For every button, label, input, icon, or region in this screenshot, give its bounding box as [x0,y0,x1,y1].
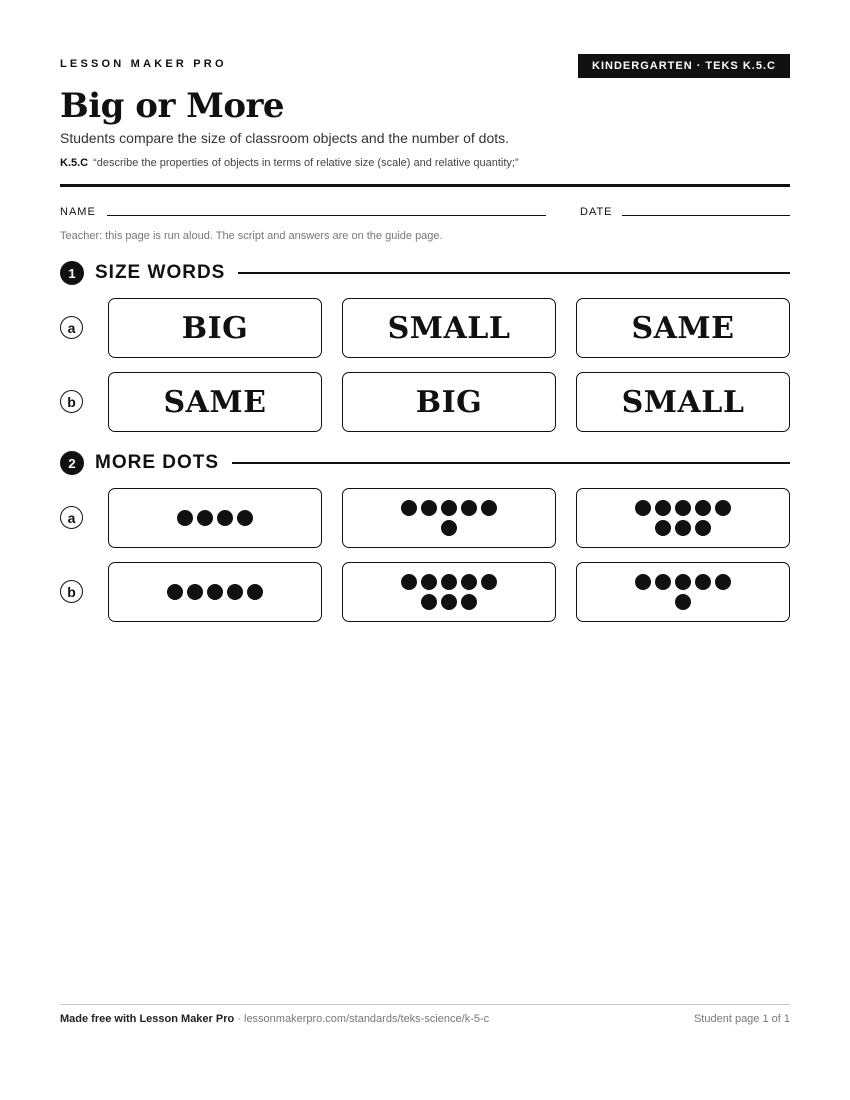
dot [197,510,213,526]
word-card[interactable] [342,298,556,358]
word-card[interactable] [342,372,556,432]
section-size-words-header [60,261,790,285]
dot-group [401,574,497,610]
name-label: NAME [60,206,96,218]
footer-made-with: Made free with Lesson Maker Pro [60,1013,235,1025]
dot [655,574,671,590]
dot [207,584,223,600]
dot [481,574,497,590]
dot-group [401,500,497,536]
dot-card[interactable] [342,562,556,622]
dot [695,500,711,516]
word-card-text: SAME [163,384,267,420]
section-title: SIZE WORDS [95,262,226,283]
dot [247,584,263,600]
dot-card[interactable] [108,562,322,622]
dot [675,574,691,590]
word-card[interactable] [576,298,790,358]
footer-url[interactable]: · lessonmakerpro.com/standards/teks-science/k-5-c [234,1013,490,1025]
name-write-line[interactable] [107,215,546,216]
dot-card[interactable] [342,488,556,548]
dot-group [167,584,263,600]
dot [237,510,253,526]
row-label: b [60,390,83,413]
dot [461,574,477,590]
dot [675,500,691,516]
size-row-b [60,372,790,434]
section-number: 2 [60,451,84,475]
section-divider [232,462,790,464]
dot [187,584,203,600]
row-label: a [60,506,83,529]
dot [715,574,731,590]
dot-group [635,574,731,610]
grade-standard-badge: KINDERGARTEN · TEKS K.5.C [578,54,790,78]
word-card-text: BIG [181,310,249,346]
dot [177,510,193,526]
dot [421,594,437,610]
dot-card[interactable] [576,562,790,622]
word-card[interactable] [108,298,322,358]
size-row-a [60,298,790,360]
word-card-text: SMALL [621,384,745,420]
standard-text: “describe the properties of objects in terms of relative size (scale) and relative quantity;” [93,157,519,169]
dot [675,520,691,536]
date-write-line[interactable] [622,215,790,216]
dot [227,584,243,600]
dot [695,520,711,536]
dot [675,594,691,610]
dot [167,584,183,600]
word-card[interactable] [576,372,790,432]
dot [217,510,233,526]
dot [461,500,477,516]
section-number: 1 [60,261,84,285]
dot [441,500,457,516]
dot [401,574,417,590]
dot [635,574,651,590]
row-label: a [60,316,83,339]
header-divider [60,184,790,187]
row-label: b [60,580,83,603]
dot [481,500,497,516]
footer-page-number: Student page 1 of 1 [693,1013,790,1025]
dots-row-b [60,562,790,624]
date-label: DATE [580,206,613,218]
page-subtitle: Students compare the size of classroom objects and the number of dots. [60,130,510,146]
word-card-text: SAME [631,310,735,346]
dot [421,500,437,516]
word-card[interactable] [108,372,322,432]
section-more-dots-header [60,451,790,475]
dot [441,520,457,536]
dot [401,500,417,516]
dot [715,500,731,516]
dot [441,574,457,590]
footer-divider [60,1004,790,1005]
dot-card[interactable] [108,488,322,548]
section-divider [238,272,790,274]
dot [461,594,477,610]
standard-line [60,157,519,169]
footer-credit [60,1013,489,1025]
page-title: Big or More [60,86,285,126]
brand-name: LESSON MAKER PRO [60,58,227,70]
dot [421,574,437,590]
word-card-text: BIG [415,384,483,420]
section-title: MORE DOTS [95,452,220,473]
dot [441,594,457,610]
dot [695,574,711,590]
dots-row-a [60,488,790,550]
dot-group [635,500,731,536]
dot-card[interactable] [576,488,790,548]
dot [655,520,671,536]
word-card-text: SMALL [387,310,511,346]
dot-group [177,510,253,526]
dot [635,500,651,516]
teacher-note: Teacher: this page is run aloud. The script and answers are on the guide page. [60,230,443,242]
dot [655,500,671,516]
standard-code: K.5.C [60,157,89,169]
